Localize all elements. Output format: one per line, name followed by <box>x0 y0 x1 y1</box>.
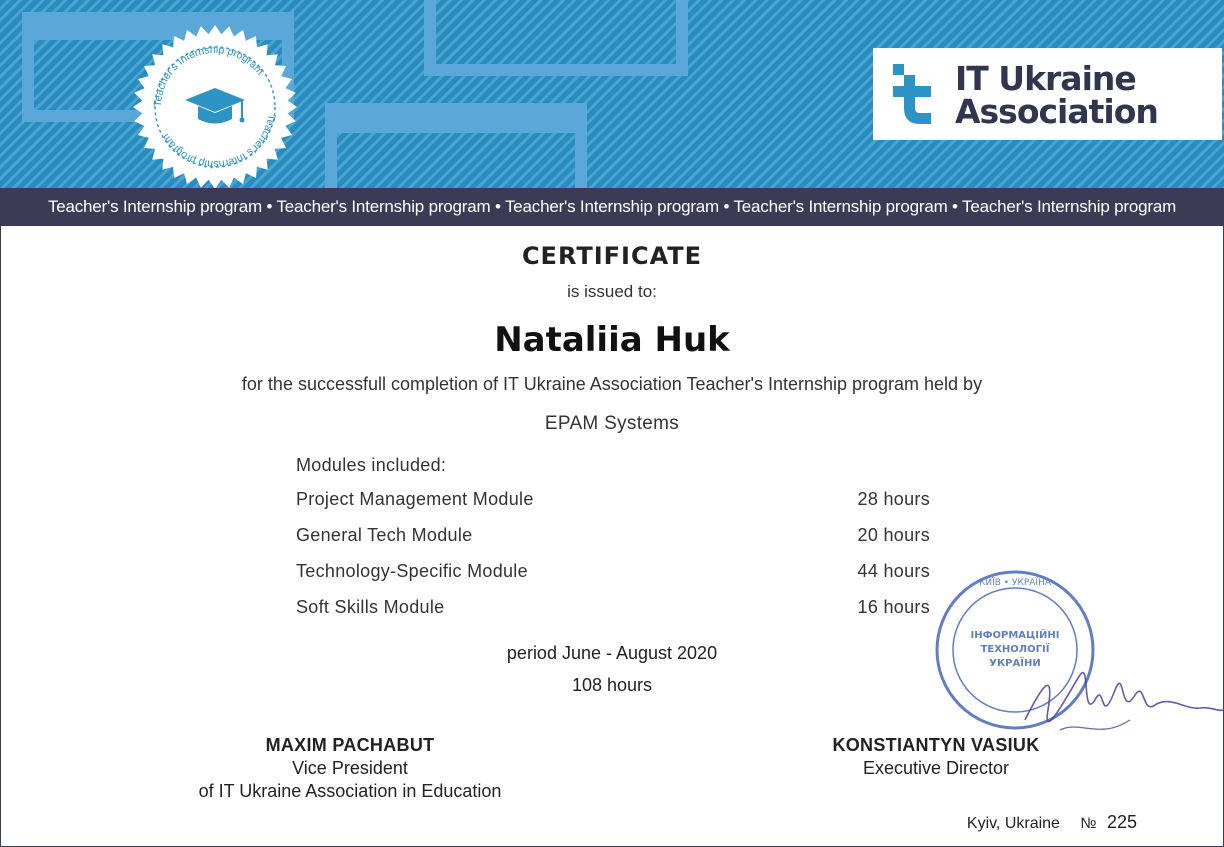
certificate-place-number <box>967 812 1137 833</box>
it-ukraine-logo <box>873 48 1222 140</box>
module-name: General Tech Module <box>296 525 473 545</box>
host-company: EPAM Systems <box>544 413 680 434</box>
program-period: period June - August 2020 <box>506 643 718 663</box>
logo-text-line-2: Association <box>955 92 1158 131</box>
module-hours: 20 hours <box>857 525 930 545</box>
completion-statement: for the successfull completion of IT Ukraine Association Teacher's Internship program held by <box>241 374 983 394</box>
stamp-line: ІНФОРМАЦІЙНІ <box>970 630 1060 641</box>
recipient-name: Nataliia Huk <box>494 320 730 360</box>
stamp-ring-text: КИЇВ • УКРАЇНА <box>978 578 1052 588</box>
seal-text-repeat: Teacher's Internship program <box>159 113 278 171</box>
signatory-left-organization: of IT Ukraine Association in Education <box>198 781 502 801</box>
certificate-title: CERTIFICATE <box>521 242 703 270</box>
signatory-left-role: Vice President <box>292 758 408 778</box>
decorative-bar-bottom <box>325 103 587 133</box>
issued-to-label: is issued to: <box>567 282 657 301</box>
total-hours: 108 hours <box>571 675 653 695</box>
program-seal-badge <box>130 22 300 188</box>
signatory-right-role: Executive Director <box>862 758 1010 778</box>
signatory-right-name: KONSTIANTYN VASIUK <box>832 735 1040 755</box>
decorative-window-top <box>424 0 688 76</box>
certificate-header <box>0 0 1224 188</box>
stamp-line: ТЕХНОЛОГІЇ <box>980 644 1050 655</box>
module-hours: 28 hours <box>857 489 930 509</box>
module-name: Technology-Specific Module <box>296 561 528 581</box>
modules-heading: Modules included: <box>296 455 447 475</box>
logo-text-line-1: IT Ukraine <box>955 59 1136 98</box>
signatory-right <box>786 734 1086 780</box>
module-name: Soft Skills Module <box>296 597 445 617</box>
number-sign: № <box>1080 815 1097 832</box>
logo-text <box>955 59 1158 131</box>
stamp-line: УКРАЇНИ <box>989 658 1041 669</box>
signatory-left <box>150 734 550 803</box>
module-hours: 44 hours <box>857 561 930 581</box>
issue-place: Kyiv, Ukraine <box>966 815 1060 832</box>
module-row <box>296 489 930 513</box>
signatory-left-name: MAXIM PACHABUT <box>265 735 435 755</box>
seal-text: Teacher's Internship program <box>151 43 266 108</box>
logo-mark-icon <box>893 64 931 126</box>
module-hours: 16 hours <box>857 597 930 617</box>
module-row <box>296 561 930 585</box>
module-name: Project Management Module <box>296 489 534 509</box>
certificate-number: 225 <box>1106 812 1137 832</box>
module-row <box>296 597 930 621</box>
program-ribbon: Teacher's Internship program • Teacher's Internship program • Teacher's Internship program • Teacher's Internship program • Teacher's Internship program <box>0 188 1224 226</box>
module-row <box>296 525 930 549</box>
